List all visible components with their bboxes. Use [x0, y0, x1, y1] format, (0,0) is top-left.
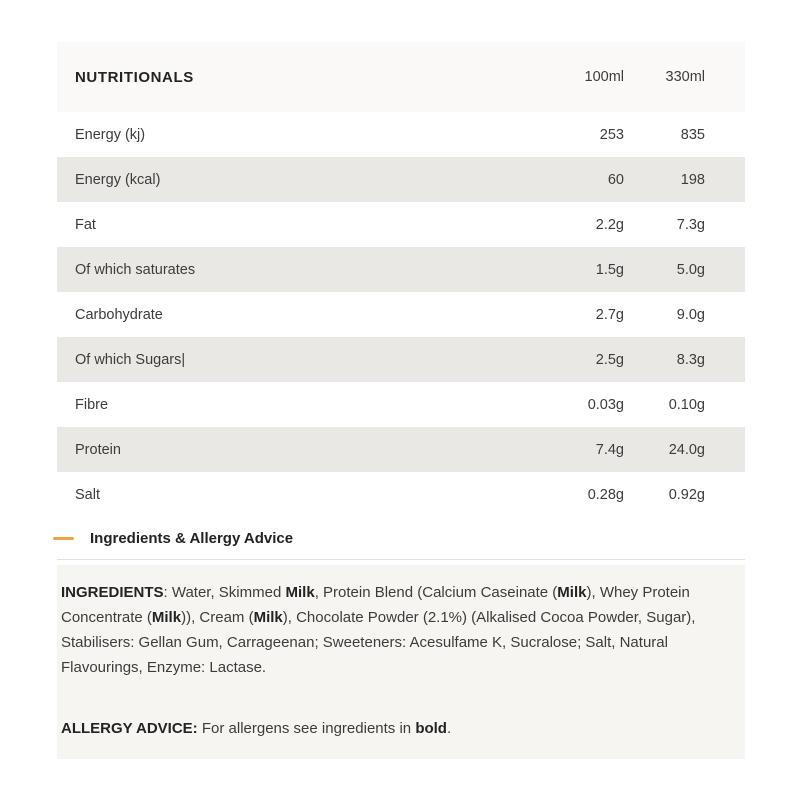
row-label: Carbohydrate — [75, 306, 163, 323]
table-body — [57, 112, 745, 517]
table-title: NUTRITIONALS — [75, 68, 194, 86]
row-label: Fibre — [75, 396, 109, 413]
row-value-100ml: 1.5g — [595, 261, 624, 278]
table-row — [57, 427, 745, 472]
row-value-100ml: 2.2g — [595, 216, 624, 233]
row-value-100ml: 60 — [607, 171, 624, 188]
column-header-330ml: 330ml — [665, 69, 705, 85]
row-value-100ml: 253 — [599, 126, 624, 143]
table-row — [57, 382, 745, 427]
row-label: Energy (kj) — [75, 126, 146, 143]
row-label: Protein — [75, 441, 121, 458]
table-row — [57, 202, 745, 247]
table-row — [57, 112, 745, 157]
row-value-330ml: 7.3g — [676, 216, 705, 233]
row-label: Salt — [75, 486, 100, 503]
ingredients-allergy-panel — [57, 565, 745, 759]
table-row — [57, 157, 745, 202]
table-row — [57, 472, 745, 517]
row-value-330ml: 9.0g — [676, 306, 705, 323]
table-header-row — [57, 42, 745, 112]
row-value-330ml: 0.10g — [668, 396, 705, 413]
row-value-100ml: 2.7g — [595, 306, 624, 323]
ingredients-accordion-header[interactable] — [57, 517, 745, 560]
table-row — [57, 292, 745, 337]
nutritionals-table — [57, 42, 745, 517]
row-value-100ml: 7.4g — [595, 441, 624, 458]
row-value-100ml: 0.28g — [587, 486, 624, 503]
collapse-minus-icon — [53, 537, 74, 540]
row-value-330ml: 5.0g — [676, 261, 705, 278]
row-label: Of which saturates — [75, 261, 196, 278]
ingredients-text: INGREDIENTS: Water, Skimmed Milk, Protein Blend (Calcium Caseinate (Milk), Whey Protein Concentrate (Milk)), Cream (Milk), Chocolate Powder (2.1%) (Alkalised Cocoa Powder, Sugar), Stabilisers: Gellan Gum, Carrageenan; Sweeteners: Acesulfame K, Sucralose; Salt, Natural Flavourings, Enzyme: Lactase. — [61, 584, 696, 676]
allergy-advice-text: ALLERGY ADVICE: For allergens see ingredients in bold. — [61, 720, 452, 737]
accordion-label: Ingredients & Allergy Advice — [90, 529, 294, 547]
row-label: Of which Sugars| — [75, 351, 186, 368]
row-value-100ml: 2.5g — [595, 351, 624, 368]
row-value-330ml: 0.92g — [668, 486, 705, 503]
row-value-330ml: 198 — [680, 171, 705, 188]
row-value-330ml: 24.0g — [668, 441, 705, 458]
row-label: Energy (kcal) — [75, 171, 161, 188]
table-row — [57, 337, 745, 382]
table-row — [57, 247, 745, 292]
row-value-100ml: 0.03g — [587, 396, 624, 413]
row-value-330ml: 835 — [680, 126, 705, 143]
row-value-330ml: 8.3g — [676, 351, 705, 368]
row-label: Fat — [75, 216, 96, 233]
column-header-100ml: 100ml — [584, 69, 624, 85]
